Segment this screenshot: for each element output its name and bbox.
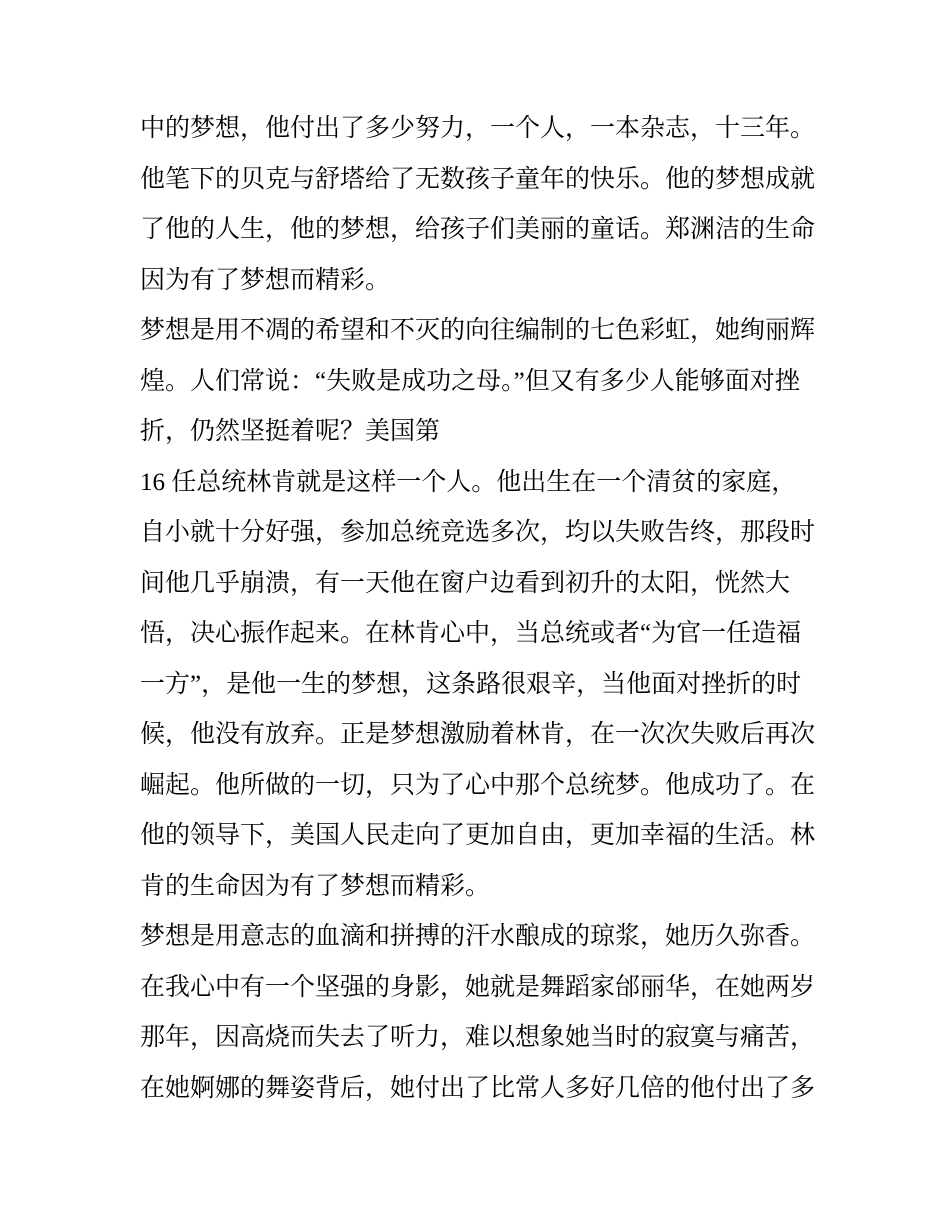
text-line: 间他几乎崩溃，有一天他在窗户边看到初升的太阳，恍然大 bbox=[140, 569, 791, 597]
text-line: 那年，因高烧而失去了听力，难以想象她当时的寂寞与痛苦， bbox=[140, 1024, 816, 1051]
text-line: 折，仍然坚挺着呢？美国第 bbox=[140, 418, 441, 445]
text-line: 因为有了梦想而精彩。 bbox=[140, 266, 391, 294]
text-line: 一方”，是他一生的梦想，这条路很艰辛，当他面对挫折的时 bbox=[140, 670, 802, 698]
text-line: 在我心中有一个坚强的身影，她就是舞蹈家邰丽华，在她两岁 bbox=[140, 973, 816, 1001]
text-line: 16 任总统林肯就是这样一个人。他出生在一个清贫的家庭， bbox=[140, 468, 797, 496]
text-line: 中的梦想，他付出了多少努力，一个人，一本杂志，十三年。 bbox=[140, 115, 816, 142]
text-line: 肯的生命因为有了梦想而精彩。 bbox=[140, 872, 491, 900]
text-line: 自小就十分好强，参加总统竞选多次，均以失败告终，那段时 bbox=[140, 519, 816, 546]
text-line: 候，他没有放弃。正是梦想激励着林肯，在一次次失败后再次 bbox=[140, 721, 816, 748]
document-body bbox=[140, 104, 830, 1114]
text-line: 了他的人生，他的梦想，给孩子们美丽的童话。郑渊洁的生命 bbox=[140, 216, 816, 243]
text-line: 悟，决心振作起来。在林肯心中，当总统或者“为官一任造福 bbox=[140, 620, 802, 647]
text-line: 在她婀娜的舞姿背后，她付出了比常人多好几倍的他付出了多 bbox=[140, 1074, 816, 1102]
text-line: 梦想是用意志的血滴和拼搏的汗水酿成的琼浆，她历久弥香。 bbox=[140, 923, 816, 950]
text-line: 他的领导下，美国人民走向了更加自由，更加幸福的生活。林 bbox=[140, 822, 816, 849]
text-line: 崛起。他所做的一切，只为了心中那个总统梦。他成功了。在 bbox=[140, 771, 816, 799]
text-line: 梦想是用不凋的希望和不灭的向往编制的七色彩虹，她绚丽辉 bbox=[140, 317, 816, 344]
text-line: 煌。人们常说：“失败是成功之母。”但又有多少人能够面对挫 bbox=[140, 367, 800, 395]
text-line: 他笔下的贝克与舒塔给了无数孩子童年的快乐。他的梦想成就 bbox=[140, 165, 816, 193]
